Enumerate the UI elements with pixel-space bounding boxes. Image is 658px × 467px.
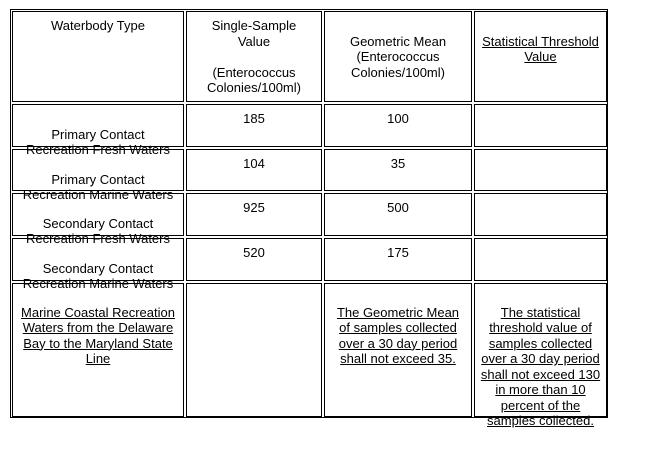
header-waterbody-type [12,11,184,102]
header-single-sample-line2: Value [237,33,271,49]
header-single-sample-unit-line2: Colonies/100ml) [207,80,301,95]
row-1-single-sample [186,104,322,147]
row-5-threshold [474,283,607,428]
row-1-geometric-mean-text: 100 [387,111,409,126]
header-single-sample-line1: Single-Sample [211,18,297,33]
row-2-waterbody-type [12,149,184,202]
row-3-geometric-mean [324,193,472,236]
row-4-geometric-mean-text: 175 [387,245,409,260]
header-geometric-mean-text: Geometric Mean (Enterococcus Colonies/100ml) [349,33,447,80]
row-1-single-sample-text: 185 [243,111,265,126]
row-2-threshold [474,149,607,191]
row-1-threshold [474,104,607,147]
row-5-waterbody-type-text: Marine Coastal Recreation Waters from the Delaware Bay to the Maryland State Line [21,304,175,366]
row-3-single-sample [186,193,322,236]
row-4-single-sample [186,238,322,281]
row-1-geometric-mean [324,104,472,147]
row-2-waterbody-type-text: Primary Contact Recreation Marine Waters [22,171,174,202]
row-2-geometric-mean [324,149,472,191]
row-5-geometric-mean [324,283,472,417]
header-single-sample-unit-line1: (Enterococcus [212,64,296,80]
row-5-waterbody-type [12,283,184,417]
row-4-threshold [474,238,607,281]
row-1-waterbody-type [12,104,184,157]
row-2-single-sample [186,149,322,191]
row-5-single-sample [186,283,322,417]
row-3-single-sample-text: 925 [243,200,265,215]
header-statistical-threshold [474,11,607,102]
row-5-geometric-mean-text: The Geometric Mean of samples collected over a 30 day period shall not exceed 35. [336,304,460,366]
row-2-geometric-mean-text: 35 [390,156,406,171]
row-4-waterbody-type [12,238,184,291]
header-single-sample-value [186,11,322,102]
row-4-single-sample-text: 520 [243,245,265,260]
row-5-threshold-text: The statistical threshold value of samples collected over a 30 day period shall not exceed 130 in more than 10 percent of the samples collected. [480,304,601,428]
row-3-waterbody-type [12,193,184,246]
header-waterbody-type-text: Waterbody Type [51,18,145,33]
row-4-waterbody-type-text: Secondary Contact Recreation Marine Waters [22,260,174,291]
header-geometric-mean [324,11,472,102]
row-3-threshold [474,193,607,236]
header-statistical-threshold-text: Statistical Threshold Value [482,33,599,64]
row-3-geometric-mean-text: 500 [387,200,409,215]
row-1-waterbody-type-text: Primary Contact Recreation Fresh Waters [25,126,170,157]
water-quality-criteria-table [10,9,608,428]
row-4-geometric-mean [324,238,472,281]
row-3-waterbody-type-text: Secondary Contact Recreation Fresh Waters [25,215,170,246]
row-2-single-sample-text: 104 [243,156,265,171]
